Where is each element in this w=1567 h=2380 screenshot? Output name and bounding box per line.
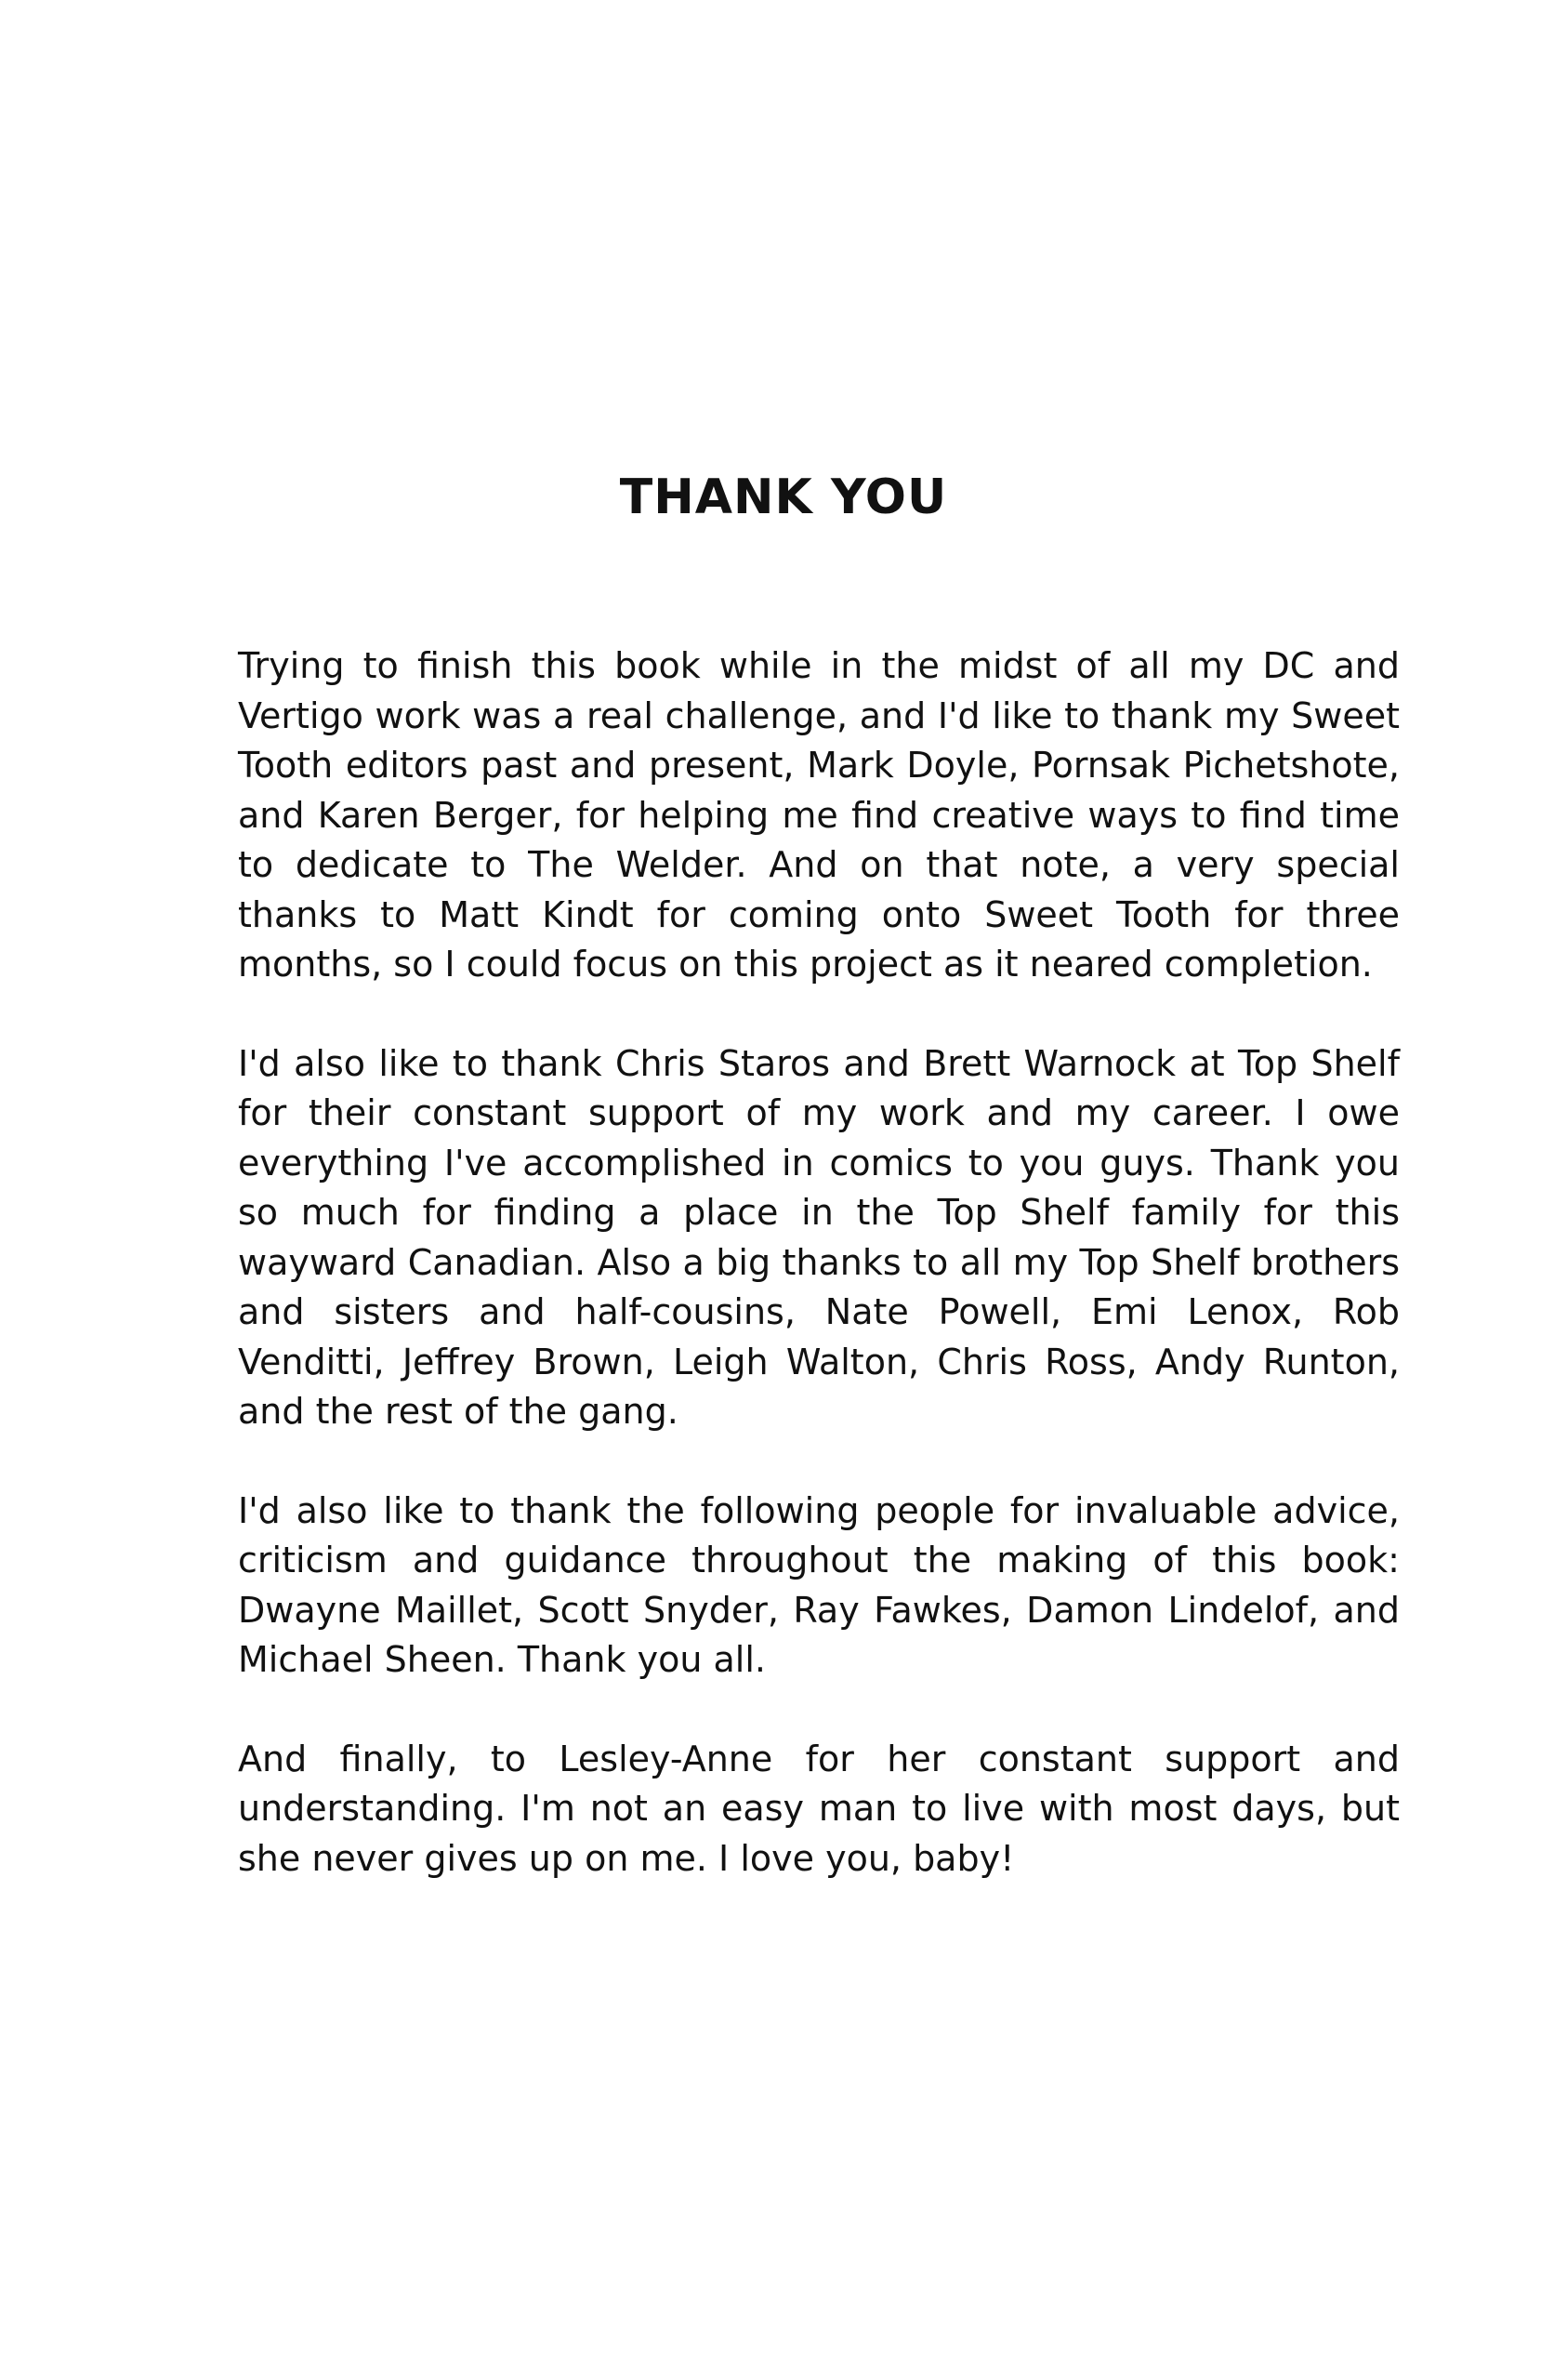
paragraph-top-shelf: I'd also like to thank Chris Staros and Brett Warnock at Top Shelf for their constant support of my work and my career. I owe everything I've accomplished in comics to you guys. Thank you so much for finding a place in the Top Shelf family for this wayward Canadian. Also a big thanks to all my Top Shelf brothers and sisters and half-cousins, Nate Powell, Emi Lenox, Rob Venditti, Jeffrey Brown, Leigh Walton, Chris Ross, Andy Runton, and the rest of the gang. bbox=[238, 1042, 1400, 1432]
paragraph-lesley-anne: And finally, to Lesley-Anne for her constant support and understanding. I'm not an easy man to live with most days, but she never gives up on me. I love you, baby! bbox=[238, 1738, 1400, 1879]
paragraph-editors: Trying to finish this book while in the midst of all my DC and Vertigo work was a real challenge, and I'd like to thank my Sweet Tooth editors past and present, Mark Doyle, Pornsak Pichetshote, and Karen Berger, for helping me find creative ways to find time to dedicate to The Welder. And on that note, a very special thanks to Matt Kindt for coming onto Sweet Tooth for three months, so I could focus on this project as it neared completion. bbox=[238, 645, 1400, 985]
paragraph-advisors: I'd also like to thank the following people for invaluable advice, criticism and guidance throughout the making of this book: Dwayne Maillet, Scott Snyder, Ray Fawkes, Damon Lindelof, and Michael Sheen. Thank you all. bbox=[238, 1489, 1400, 1680]
page-title: THANK YOU bbox=[619, 469, 948, 525]
body-text bbox=[238, 641, 1400, 1933]
